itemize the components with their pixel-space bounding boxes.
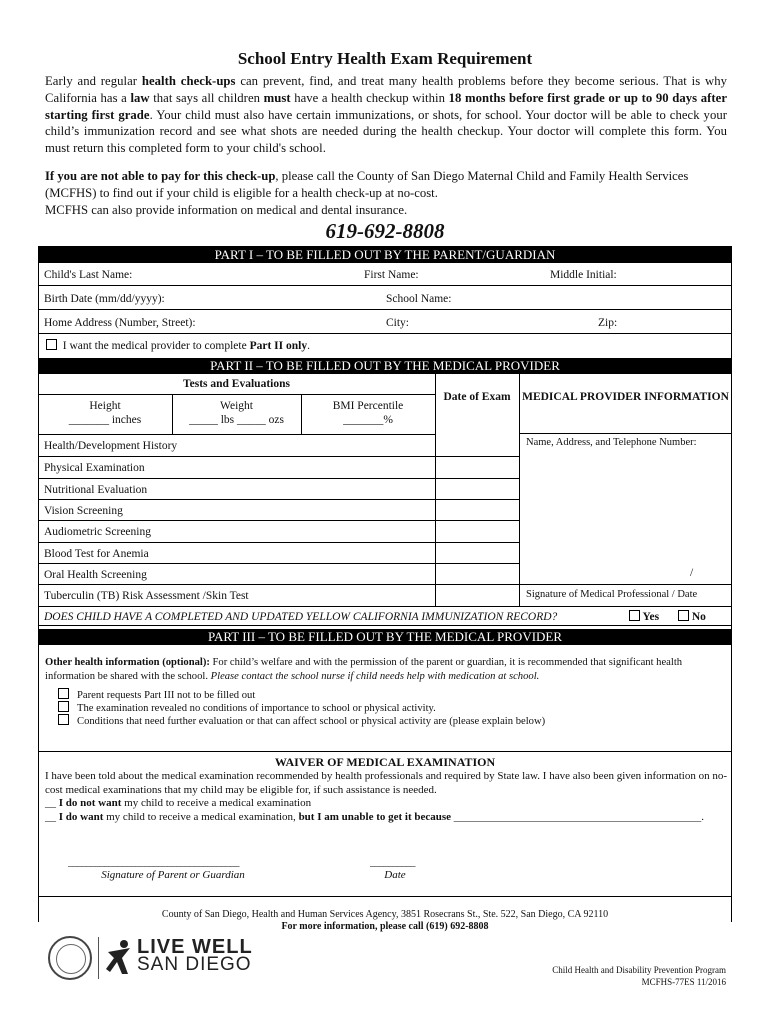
home-address-label: Home Address (Number, Street): xyxy=(44,317,196,329)
bmi-label: BMI Percentile xyxy=(332,400,404,412)
part3-option-checkbox[interactable] xyxy=(58,688,69,699)
tests-top-divider xyxy=(38,434,435,435)
waiver-option2-bold: I do want xyxy=(58,811,104,823)
last-name-label: Child's Last Name: xyxy=(44,269,133,281)
form-bottom-border xyxy=(38,896,732,897)
waiver-title: WAIVER OF MEDICAL EXAMINATION xyxy=(274,755,496,769)
test-row-divider xyxy=(38,563,519,564)
test-row-divider xyxy=(38,456,519,457)
child-name-row xyxy=(38,263,732,286)
other-health-info-bold: Other health information (optional): xyxy=(45,657,210,668)
part3-option-checkbox[interactable] xyxy=(58,701,69,712)
part2-only-text: I want the medical provider to complete xyxy=(62,340,250,352)
waiver-option2-blank: __ xyxy=(45,811,59,823)
test-row-label: Nutritional Evaluation xyxy=(44,484,148,496)
footer-address: County of San Diego, Health and Human Services Agency, 3851 Rosecrans St., Ste. 522, San Diego, CA 92110 xyxy=(161,909,609,920)
date-of-exam-header: Date of Exam xyxy=(443,391,511,403)
parent-date-line[interactable]: __________ xyxy=(370,857,415,868)
provider-signature-label: Signature of Medical Professional / Date xyxy=(526,589,698,600)
part3-option-label: Conditions that need further evaluation or that can affect school or physical activity are (please explain below) xyxy=(77,716,546,727)
waiver-option2-text: my child to receive a medical examination, xyxy=(103,811,299,823)
waiver-text: I have been told about the medical examination recommended by health professionals and required by State law. I have also been given information on no-cost medical examinations that my child may be eligible for, if such assistance is needed. xyxy=(45,770,727,797)
intro-text: have a health checkup within xyxy=(290,90,449,105)
intro-text: . Your child must also have certain immunizations, or shots, for school. Your doctor will be able to check your child’s immunization record and see what shots are needed during the health checkup. Your doctor will complete this form. You must return this completed form to your child's school. xyxy=(45,107,728,156)
bmi-unit: _______% xyxy=(343,413,393,426)
immunization-yes-checkbox[interactable] xyxy=(629,610,640,621)
other-health-info-text: For child’s welfare and with the permission of the parent or guardian, it is recommended that significant health information be shared with the school. xyxy=(45,657,683,683)
divider xyxy=(38,394,435,395)
parent-signature-label: Signature of Parent or Guardian xyxy=(101,869,245,881)
county-seal-icon xyxy=(48,936,92,980)
waiver-option2-bold2: but I am unable to get it because xyxy=(298,811,452,823)
test-row-divider xyxy=(38,499,519,500)
weight-unit: _____ lbs _____ ozs xyxy=(189,413,284,426)
waiver-option2-line: _____________________________________________. xyxy=(451,811,705,823)
test-row-divider xyxy=(38,584,519,585)
intro-bold-phrase: law xyxy=(130,90,150,105)
intro-text: Early and regular xyxy=(45,74,142,88)
parent-date-label: Date xyxy=(384,869,406,881)
column-divider xyxy=(435,374,436,606)
divider xyxy=(38,751,732,752)
intro-paragraph xyxy=(45,73,727,157)
part3-option-checkbox[interactable] xyxy=(58,714,69,725)
height-cell xyxy=(38,400,172,428)
logo-divider xyxy=(98,937,99,979)
height-unit: _______ inches xyxy=(68,413,142,426)
test-row-label: Vision Screening xyxy=(44,505,123,517)
birth-school-row xyxy=(38,286,732,310)
divider xyxy=(519,433,732,434)
provider-info-header: MEDICAL PROVIDER INFORMATION xyxy=(522,391,729,403)
immunization-yes xyxy=(629,610,659,625)
first-name-label: First Name: xyxy=(364,269,419,281)
bmi-cell xyxy=(301,400,435,428)
immunization-no-label: No xyxy=(691,611,706,623)
other-health-info-italic: Please contact the school nurse if child needs help with medication at school. xyxy=(208,671,540,683)
intro-bold-phrase: health check-ups xyxy=(141,74,236,88)
other-health-info xyxy=(45,656,725,685)
part3-option-label: Parent requests Part III not to be filled out xyxy=(77,690,256,701)
logo-text-live-well: LIVE WELL xyxy=(137,936,253,958)
test-row-divider xyxy=(38,478,519,479)
middle-initial-label: Middle Initial: xyxy=(550,269,617,281)
test-row-label: Health/Development History xyxy=(44,440,178,452)
immunization-row xyxy=(38,606,732,626)
test-row-label: Oral Health Screening xyxy=(44,569,147,581)
insurance-info: MCFHS can also provide information on medical and dental insurance. xyxy=(45,202,408,217)
address-row xyxy=(38,310,732,334)
zip-label: Zip: xyxy=(598,317,618,329)
part3-option-label: The examination revealed no conditions of importance to school or physical activity. xyxy=(77,703,436,714)
provider-name-label: Name, Address, and Telephone Number: xyxy=(526,437,697,448)
immunization-yes-label: Yes xyxy=(642,611,660,623)
immunization-no xyxy=(678,610,706,625)
test-row-label: Tuberculin (TB) Risk Assessment /Skin Test xyxy=(44,590,249,602)
part2-only-row xyxy=(38,334,732,357)
school-name-label: School Name: xyxy=(386,293,452,305)
part2-only-bold: Part II only xyxy=(249,340,308,352)
cost-paragraph xyxy=(45,168,727,218)
column-divider xyxy=(519,374,520,606)
cost-paragraph-bold: If you are not able to pay for this check-up xyxy=(45,169,276,183)
phone-number: 619-692-8808 xyxy=(325,219,445,243)
part2-only-line xyxy=(46,339,310,354)
part2-only-checkbox[interactable] xyxy=(46,339,57,350)
program-name: Child Health and Disability Prevention Program xyxy=(552,965,726,975)
birth-date-label: Birth Date (mm/dd/yyyy): xyxy=(44,293,165,305)
logo-text-san-diego: SAN DIEGO xyxy=(137,954,252,975)
intro-text: that says all children xyxy=(149,90,264,105)
city-label: City: xyxy=(386,317,410,329)
form-id: MCFHS-77ES 11/2016 xyxy=(641,977,726,987)
height-label: Height xyxy=(89,400,121,412)
test-row-label: Blood Test for Anemia xyxy=(44,548,149,560)
weight-label: Weight xyxy=(220,400,253,412)
live-well-figure-icon xyxy=(104,938,134,978)
intro-bold-phrase: 18 months before first grade or up to 90 days after starting first grade xyxy=(45,90,727,122)
test-row-divider xyxy=(38,520,519,521)
test-row-label: Audiometric Screening xyxy=(44,526,151,538)
part3-header: PART III – TO BE FILLED OUT BY THE MEDICAL PROVIDER xyxy=(38,629,732,645)
immunization-question: DOES CHILD HAVE A COMPLETED AND UPDATED YELLOW CALIFORNIA IMMUNIZATION RECORD? xyxy=(44,611,558,623)
intro-bold-phrase: must xyxy=(263,90,291,105)
waiver-option1-text: my child to receive a medical examination xyxy=(121,797,312,809)
intro-text: can prevent, find, and treat many health problems before they become serious. That is why California has a xyxy=(45,74,728,105)
tests-header: Tests and Evaluations xyxy=(183,378,290,390)
waiver-option-not-want xyxy=(45,796,311,810)
divider xyxy=(519,584,732,585)
page-title: School Entry Health Exam Requirement xyxy=(237,49,533,68)
immunization-no-checkbox[interactable] xyxy=(678,610,689,621)
parent-signature-line[interactable]: ______________________________________ xyxy=(68,857,239,868)
part3-option xyxy=(58,714,545,729)
part1-header: PART I – TO BE FILLED OUT BY THE PARENT/GUARDIAN xyxy=(38,247,732,263)
test-row-label: Physical Examination xyxy=(44,462,145,474)
test-row-divider xyxy=(38,542,519,543)
footer-more-info: For more information, please call (619) 692-8808 xyxy=(281,921,489,932)
weight-cell xyxy=(172,400,301,428)
signature-slash: / xyxy=(690,567,694,579)
cost-paragraph-text: , please call the County of San Diego Maternal Child and Family Health Services (MCFHS) to find out if your child is eligible for a health check-up at no-cost. xyxy=(45,169,689,200)
part2-only-post: . xyxy=(307,340,310,352)
waiver-option1-blank: __ xyxy=(45,797,59,809)
waiver-option1-bold: I do not want xyxy=(58,797,122,809)
waiver-option-do-want xyxy=(45,810,704,824)
part2-header: PART II – TO BE FILLED OUT BY THE MEDICAL PROVIDER xyxy=(38,358,732,374)
